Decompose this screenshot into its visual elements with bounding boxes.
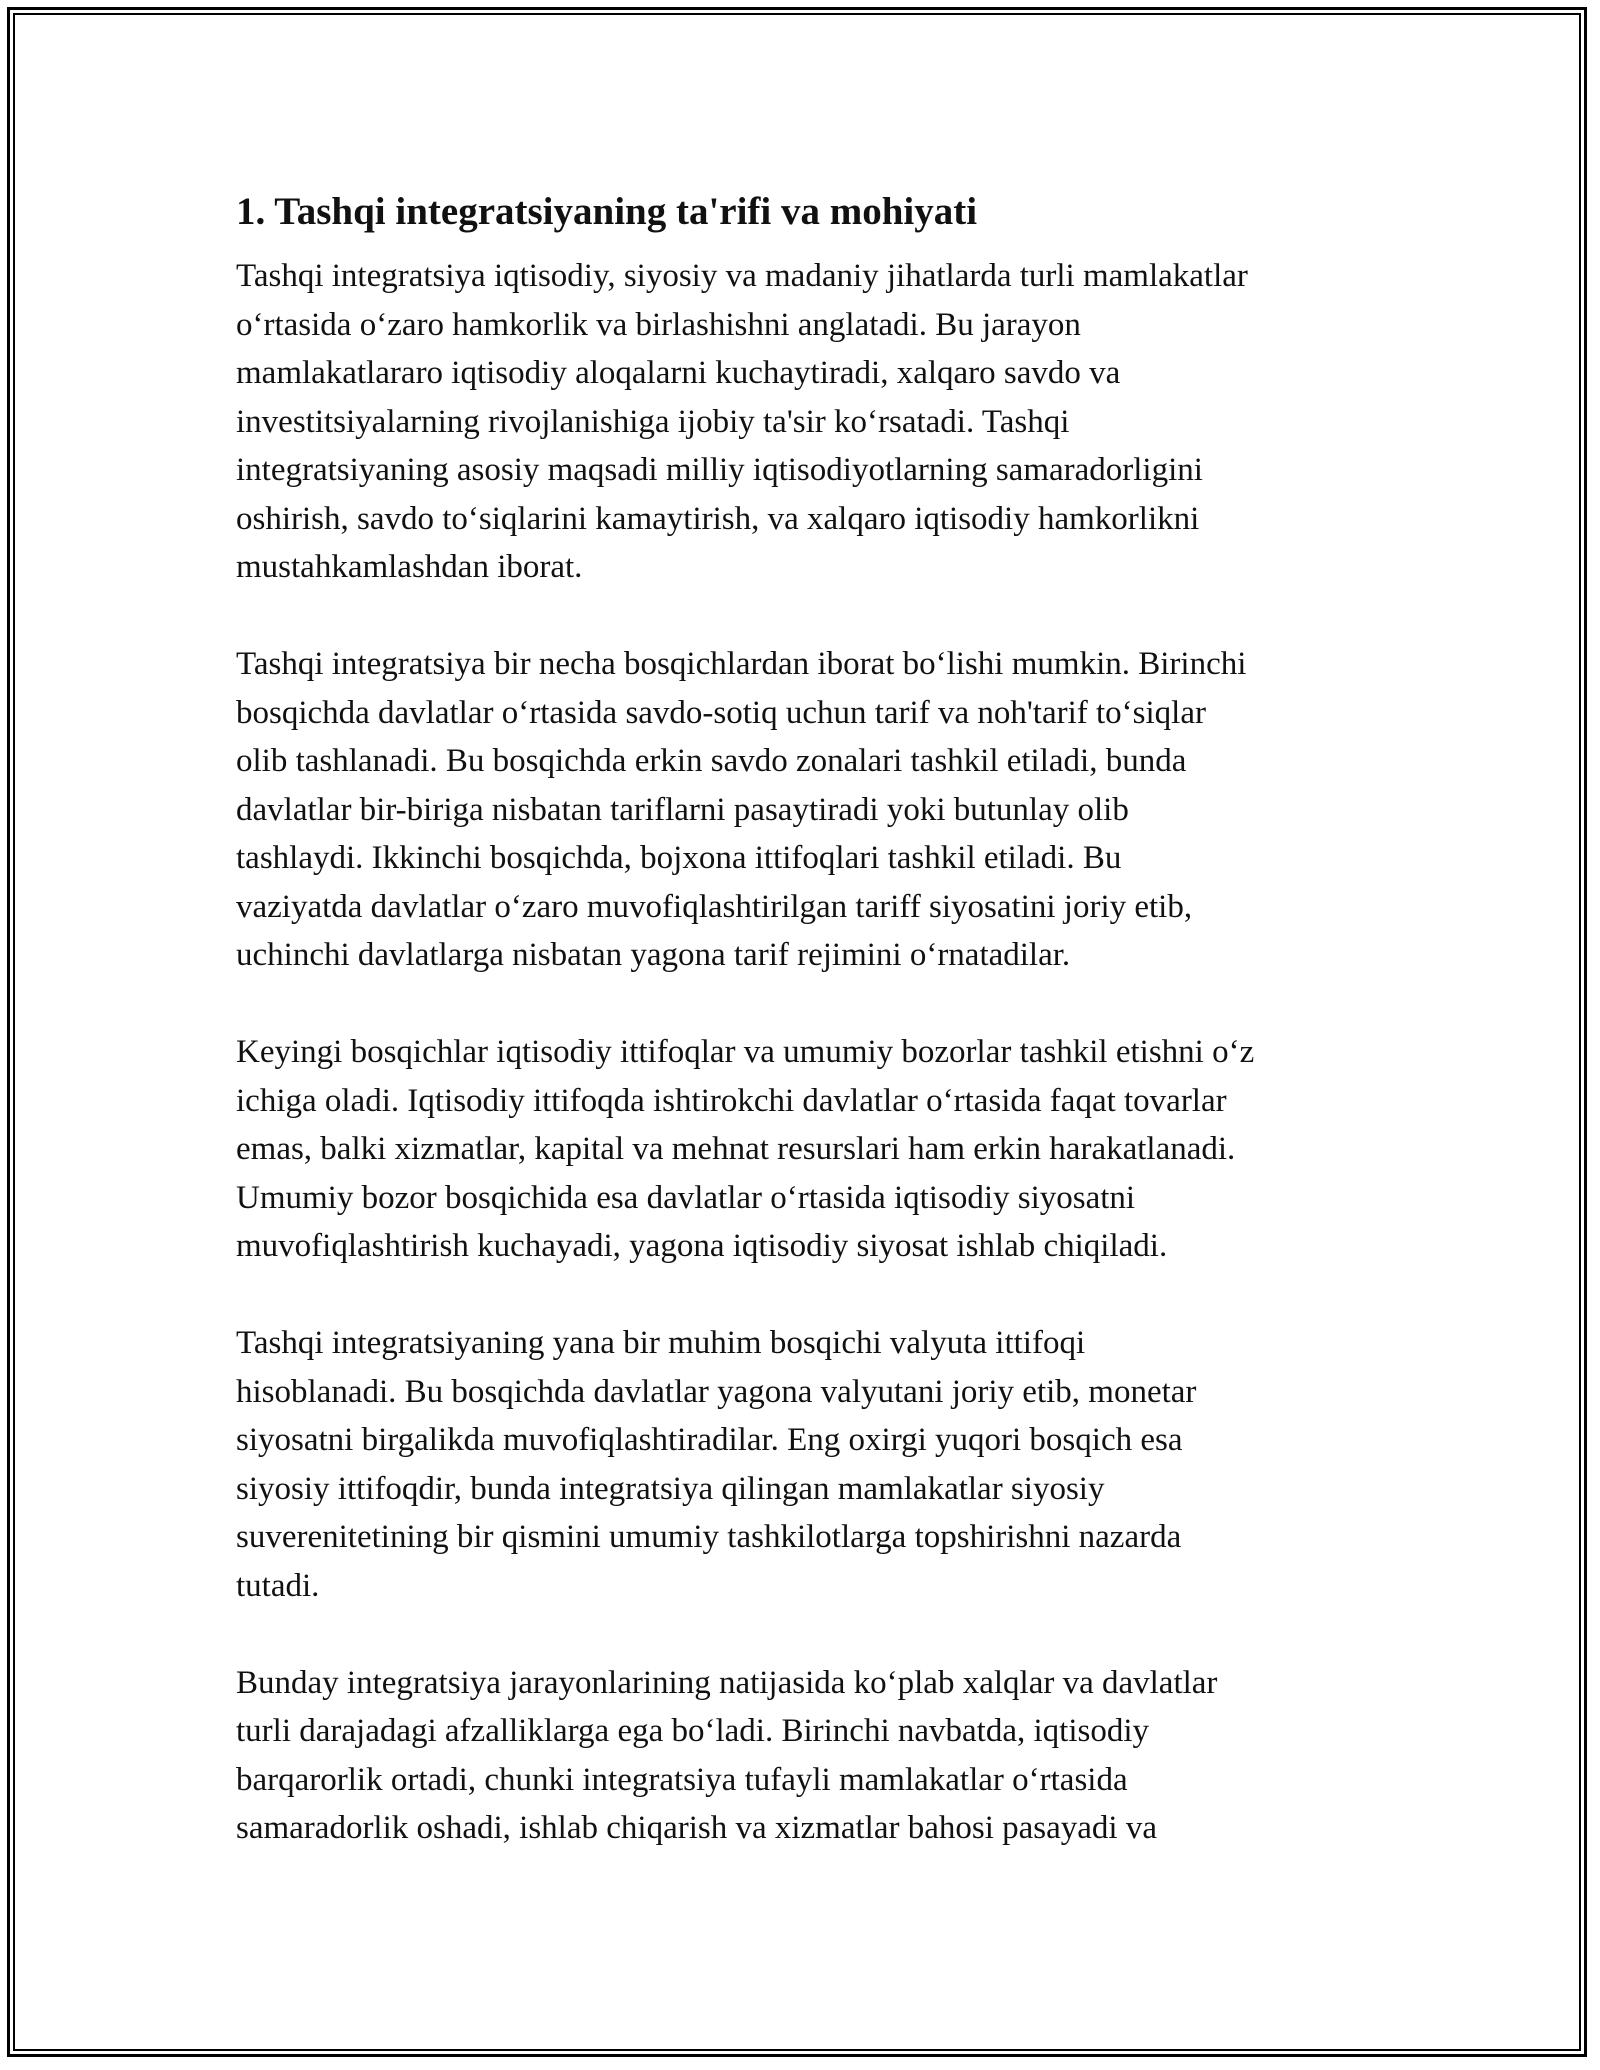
text-line: turli darajadagi afzalliklarga ega bo‘ladi. Birinchi navbatda, iqtisodiy — [236, 1713, 1149, 1749]
text-line: Bunday integratsiya jarayonlarining natijasida ko‘plab xalqlar va davlatlar — [236, 1664, 1218, 1701]
paragraph-list — [236, 252, 1386, 1853]
text-line: muvofiqlashtirish kuchayadi, yagona iqtisodiy siyosat ishlab chiqiladi. — [236, 1228, 1168, 1264]
text-line: samaradorlik oshadi, ishlab chiqarish va xizmatlar bahosi pasayadi va — [236, 1810, 1157, 1846]
text-line: ichiga oladi. Iqtisodiy ittifoqda ishtirokchi davlatlar o‘rtasida faqat tovarlar — [236, 1082, 1227, 1119]
text-line: oshirish, savdo to‘siqlarini kamaytirish, va xalqaro iqtisodiy hamkorlikni — [236, 500, 1200, 537]
paragraph-5 — [236, 1659, 1386, 1853]
text-line: vaziyatda davlatlar o‘zaro muvofiqlashtirilgan tariff siyosatini joriy etib, — [236, 888, 1193, 925]
text-line: suverenitetining bir qismini umumiy tashkilotlarga topshirishni nazarda — [236, 1519, 1182, 1555]
text-line: emas, balki xizmatlar, kapital va mehnat resurslari ham erkin harakatlanadi. — [236, 1131, 1236, 1167]
text-line: uchinchi davlatlarga nisbatan yagona tarif rejimini o‘rnatadilar. — [236, 937, 1071, 973]
text-line: hisoblanadi. Bu bosqichda davlatlar yagona valyutani joriy etib, monetar — [236, 1373, 1197, 1410]
paragraph-4 — [236, 1319, 1386, 1610]
document-body — [236, 186, 1386, 1901]
text-line: siyosatni birgalikda muvofiqlashtiradilar. Eng oxirgi yuqori bosqich esa — [236, 1422, 1183, 1458]
text-line: integratsiyaning asosiy maqsadi milliy iqtisodiyotlarning samaradorligini — [236, 452, 1203, 488]
text-line: barqarorlik ortadi, chunki integratsiya tufayli mamlakatlar o‘rtasida — [236, 1761, 1128, 1798]
paragraph-3 — [236, 1028, 1386, 1271]
text-line: siyosiy ittifoqdir, bunda integratsiya qilingan mamlakatlar siyosiy — [236, 1470, 1105, 1507]
text-line: o‘rtasida o‘zaro hamkorlik va birlashishni anglatadi. Bu jarayon — [236, 306, 1081, 343]
text-line: Tashqi integratsiya bir necha bosqichlardan iborat bo‘lishi mumkin. Birinchi — [236, 646, 1247, 682]
text-line: bosqichda davlatlar o‘rtasida savdo-sotiq uchun tarif va noh'tarif to‘siqlar — [236, 694, 1206, 731]
text-line: Umumiy bozor bosqichida esa davlatlar o‘rtasida iqtisodiy siyosatni — [236, 1179, 1136, 1216]
text-line: olib tashlanadi. Bu bosqichda erkin savdo zonalari tashkil etiladi, bunda — [236, 743, 1187, 779]
text-line: mamlakatlararo iqtisodiy aloqalarni kuchaytiradi, xalqaro savdo va — [236, 355, 1121, 391]
text-line: Keyingi bosqichlar iqtisodiy ittifoqlar va umumiy bozorlar tashkil etishni o‘z — [236, 1034, 1255, 1070]
text-line: davlatlar bir-biriga nisbatan tariflarni pasaytiradi yoki butunlay olib — [236, 791, 1129, 828]
text-line: mustahkamlashdan iborat. — [236, 549, 583, 585]
paragraph-1 — [236, 252, 1386, 592]
paragraph-2 — [236, 640, 1386, 980]
text-line: tutadi. — [236, 1567, 320, 1604]
text-line: Tashqi integratsiyaning yana bir muhim bosqichi valyuta ittifoqi — [236, 1325, 1086, 1361]
section-heading: 1. Tashqi integratsiyaning ta'rifi va mohiyati — [236, 190, 978, 233]
text-line: tashlaydi. Ikkinchi bosqichda, bojxona ittifoqlari tashkil etiladi. Bu — [236, 840, 1122, 876]
text-line: investitsiyalarning rivojlanishiga ijobiy ta'sir ko‘rsatadi. Tashqi — [236, 403, 1070, 440]
text-line: Tashqi integratsiya iqtisodiy, siyosiy va madaniy jihatlarda turli mamlakatlar — [236, 258, 1248, 294]
